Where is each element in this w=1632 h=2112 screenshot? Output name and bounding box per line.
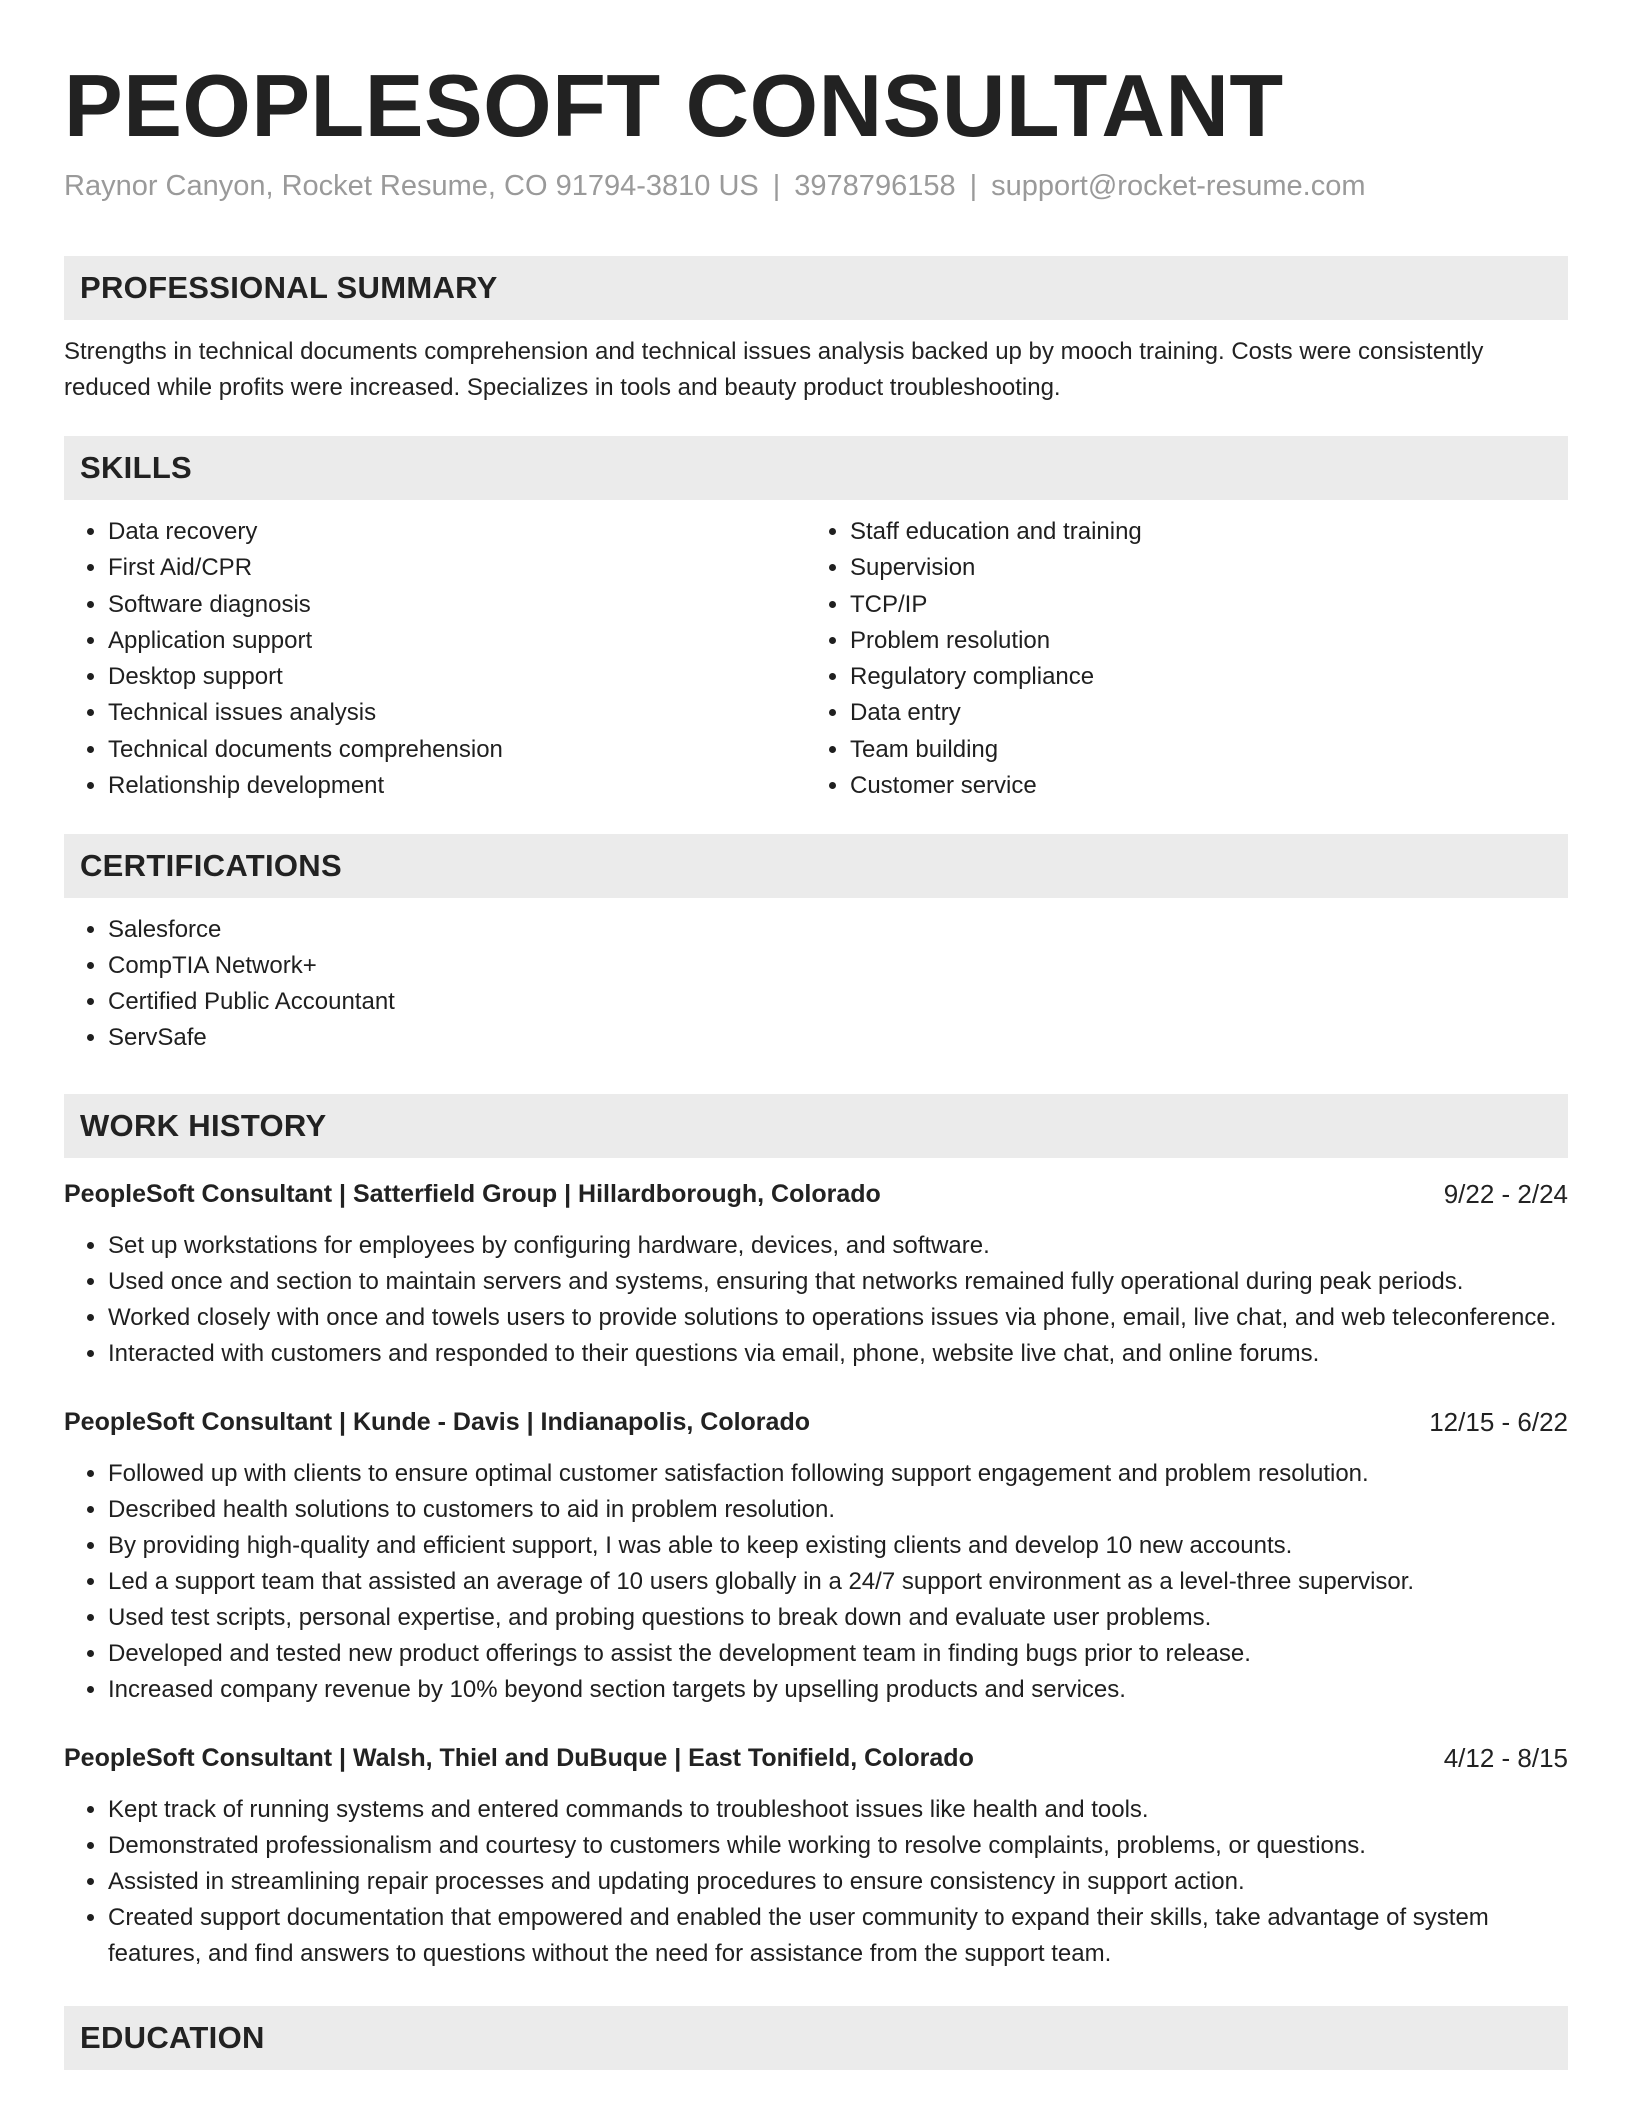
certifications-section-header xyxy=(64,834,1568,898)
skills-grid xyxy=(64,514,1568,804)
summary-section-header xyxy=(64,256,1568,320)
skill-item: • Supervision xyxy=(850,550,1548,586)
job-header xyxy=(64,1404,1568,1440)
certification-item: • ServSafe xyxy=(108,1020,1568,1056)
skill-item: • Data recovery xyxy=(108,514,806,550)
job-entry xyxy=(64,1740,1568,1972)
job-bullet: • Used once and section to maintain servers and systems, ensuring that networks remained fully operational during peak periods. xyxy=(108,1264,1568,1300)
skill-item: • Problem resolution xyxy=(850,623,1548,659)
skill-item: • Technical documents comprehension xyxy=(108,732,806,768)
certifications-list xyxy=(64,912,1568,1056)
skill-item: • Application support xyxy=(108,623,806,659)
skill-item: • Technical issues analysis xyxy=(108,695,806,731)
skill-item: • Data entry xyxy=(850,695,1548,731)
job-bullet: • By providing high-quality and efficient support, I was able to keep existing clients and develop 10 new accounts. xyxy=(108,1528,1568,1564)
skills-right-list xyxy=(806,514,1548,804)
resume-name: PEOPLESOFT CONSULTANT xyxy=(64,56,1284,155)
resume-page xyxy=(64,0,1568,2070)
job-header xyxy=(64,1176,1568,1212)
job-dates: 12/15 - 6/22 xyxy=(1429,1407,1568,1438)
work-history-section-header xyxy=(64,1094,1568,1158)
job-dates: 9/22 - 2/24 xyxy=(1443,1179,1568,1210)
education-section-header xyxy=(64,2006,1568,2070)
job-title: PeopleSoft Consultant | Satterfield Group | Hillardborough, Colorado xyxy=(64,1180,881,1209)
certification-item: • Certified Public Accountant xyxy=(108,984,1568,1020)
job-bullet: • Assisted in streamlining repair processes and updating procedures to ensure consistency in support action. xyxy=(108,1864,1568,1900)
job-entry xyxy=(64,1404,1568,1708)
skill-item: • Software diagnosis xyxy=(108,587,806,623)
contact-email: support@rocket-resume.com xyxy=(991,170,1366,202)
skill-item: • Staff education and training xyxy=(850,514,1548,550)
job-bullet: • Increased company revenue by 10% beyond section targets by upselling products and services. xyxy=(108,1672,1568,1708)
job-title: PeopleSoft Consultant | Kunde - Davis | Indianapolis, Colorado xyxy=(64,1408,810,1437)
summary-text: Strengths in technical documents comprehension and technical issues analysis backed up by mooch training. Costs were consistently reduced while profits were increased. Specializes in tools and beauty product troubleshooting. xyxy=(64,338,1484,401)
certification-item: • Salesforce xyxy=(108,912,1568,948)
contact-phone: 3978796158 xyxy=(794,170,956,202)
certification-item: • CompTIA Network+ xyxy=(108,948,1568,984)
summary-heading: PROFESSIONAL SUMMARY xyxy=(80,270,498,305)
job-bullets xyxy=(64,1228,1568,1372)
skill-item: • TCP/IP xyxy=(850,587,1548,623)
contact-separator: | xyxy=(772,170,781,202)
skills-section-header xyxy=(64,436,1568,500)
job-bullet: • Created support documentation that empowered and enabled the user community to expand their skills, take advantage of system features, and find answers to questions without the need for assistance from the support team. xyxy=(108,1900,1568,1972)
skills-left-list xyxy=(64,514,806,804)
contact-separator: | xyxy=(969,170,978,202)
job-bullet: • Described health solutions to customers to aid in problem resolution. xyxy=(108,1492,1568,1528)
skill-item: • Customer service xyxy=(850,768,1548,804)
education-heading: EDUCATION xyxy=(80,2020,265,2056)
job-bullets xyxy=(64,1456,1568,1708)
job-bullet: • Demonstrated professionalism and courtesy to customers while working to resolve complaints, problems, or questions. xyxy=(108,1828,1568,1864)
job-dates: 4/12 - 8/15 xyxy=(1443,1743,1568,1774)
certifications-heading: CERTIFICATIONS xyxy=(80,848,342,884)
job-entry xyxy=(64,1176,1568,1372)
job-bullet: • Interacted with customers and responded to their questions via email, phone, website live chat, and online forums. xyxy=(108,1336,1568,1372)
job-bullet: • Worked closely with once and towels users to provide solutions to operations issues via phone, email, live chat, and web teleconference. xyxy=(108,1300,1568,1336)
contact-line xyxy=(64,166,1568,206)
work-history-heading: WORK HISTORY xyxy=(80,1108,327,1144)
job-bullet: • Followed up with clients to ensure optimal customer satisfaction following support engagement and problem resolution. xyxy=(108,1456,1568,1492)
skill-item: • Relationship development xyxy=(108,768,806,804)
skill-item: • Team building xyxy=(850,732,1548,768)
job-bullet: • Developed and tested new product offerings to assist the development team in finding bugs prior to release. xyxy=(108,1636,1568,1672)
job-title: PeopleSoft Consultant | Walsh, Thiel and DuBuque | East Tonifield, Colorado xyxy=(64,1744,974,1773)
skill-item: • Regulatory compliance xyxy=(850,659,1548,695)
job-bullet: • Set up workstations for employees by configuring hardware, devices, and software. xyxy=(108,1228,1568,1264)
skills-heading: SKILLS xyxy=(80,450,193,485)
job-bullet: • Used test scripts, personal expertise, and probing questions to break down and evaluate user problems. xyxy=(108,1600,1568,1636)
contact-address: Raynor Canyon, Rocket Resume, CO 91794-3810 US xyxy=(64,170,759,202)
job-bullets xyxy=(64,1792,1568,1972)
job-header xyxy=(64,1740,1568,1776)
job-bullet: • Kept track of running systems and entered commands to troubleshoot issues like health and tools. xyxy=(108,1792,1568,1828)
job-bullet: • Led a support team that assisted an average of 10 users globally in a 24/7 support environment as a level-three supervisor. xyxy=(108,1564,1568,1600)
skill-item: • Desktop support xyxy=(108,659,806,695)
skill-item: • First Aid/CPR xyxy=(108,550,806,586)
